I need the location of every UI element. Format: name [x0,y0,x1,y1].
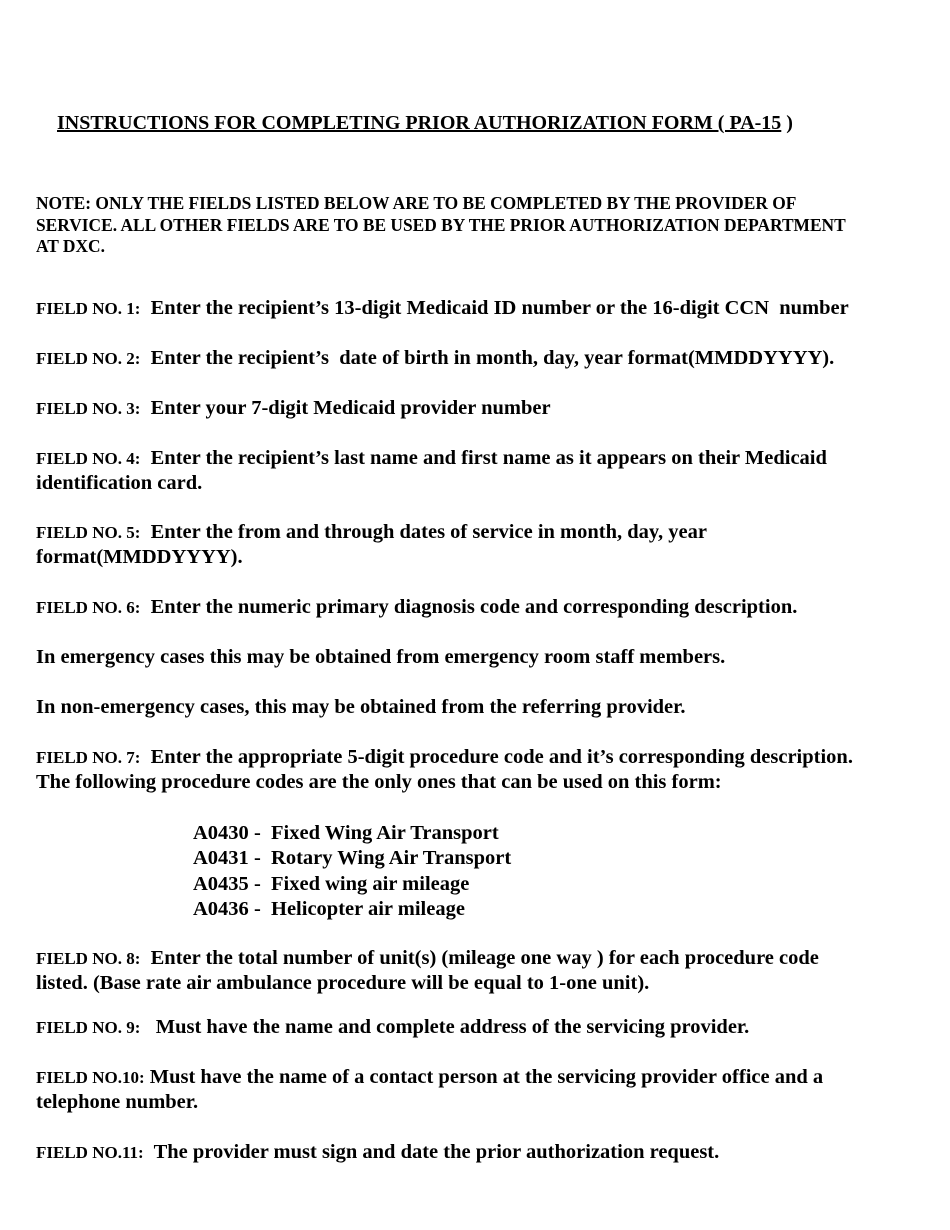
procedure-code-list [193,821,511,922]
procedure-code-item [193,821,511,846]
procedure-code: A0430 [193,822,249,844]
code-separator: - [248,897,272,920]
procedure-code: A0436 [193,897,249,920]
emergency-note: In emergency cases this may be obtained from emergency room staff members. [36,646,726,668]
field-label: FIELD NO. 4: [36,449,141,468]
procedure-code-item [193,872,511,897]
field-label: FIELD NO. 3: [36,399,141,418]
field-label: FIELD NO. 9: [36,1018,141,1037]
procedure-code-item [193,846,511,871]
field-1 [36,296,921,321]
field-text: Enter the appropriate 5-digit procedure code and it’s corresponding description. [140,746,853,768]
procedure-code: A0431 [193,847,249,870]
field-label: FIELD NO.11: [36,1143,144,1162]
note-line: SERVICE. ALL OTHER FIELDS ARE TO BE USED BY THE PRIOR AUTHORIZATION DEPARTMENT [36,214,846,235]
field-label: FIELD NO. 5: [36,523,141,542]
field-text: The provider must sign and date the prior authorization request. [143,1141,720,1163]
procedure-code: A0435 [193,872,249,895]
field-text: Enter the recipient’s 13-digit Medicaid ID number or the 16-digit CCN number [140,297,849,319]
field-label: FIELD NO. 2: [36,349,141,368]
field-10 [36,1065,921,1115]
field-text: Enter the recipient’s date of birth in month, day, year format(MMDDYYYY). [140,347,835,369]
field-text: Enter your 7-digit Medicaid provider number [140,397,551,419]
field-11 [36,1140,921,1165]
page-title-close: ) [781,112,793,134]
field-text: Enter the recipient’s last name and first name as it appears on their Medicaid [140,447,827,469]
page-title [57,112,793,135]
page-title-underlined: INSTRUCTIONS FOR COMPLETING PRIOR AUTHORIZATION FORM ( PA-15 [57,112,782,134]
field-text: Must have the name of a contact person at the servicing provider office and a [144,1066,824,1088]
procedure-code-item [193,897,511,922]
field-label: FIELD NO.10: [36,1068,145,1087]
code-separator: - [248,847,272,870]
field-text: Enter the from and through dates of service in month, day, year [140,521,707,543]
field-5 [36,520,921,570]
field-6 [36,595,921,620]
field-text-cont: identification card. [36,472,203,494]
note-line: NOTE: ONLY THE FIELDS LISTED BELOW ARE TO BE COMPLETED BY THE PROVIDER OF [36,193,797,213]
field-text-cont: listed. (Base rate air ambulance procedure will be equal to 1-one unit). [36,972,650,994]
field-label: FIELD NO. 1: [36,299,141,318]
note-line: AT DXC. [36,236,105,256]
field-text-cont: telephone number. [36,1091,199,1113]
code-separator: - [248,822,272,844]
field-8 [36,946,921,996]
field-label: FIELD NO. 7: [36,748,141,767]
procedure-desc: Fixed wing air mileage [271,872,470,895]
note-paragraph [36,193,921,258]
procedure-desc: Helicopter air mileage [271,897,465,920]
field-7 [36,745,921,795]
field-text-cont: The following procedure codes are the only ones that can be used on this form: [36,771,722,793]
field-text-cont: format(MMDDYYYY). [36,546,243,568]
code-separator: - [248,872,272,895]
field-label: FIELD NO. 8: [36,949,141,968]
field-2 [36,346,921,371]
field-text: Enter the numeric primary diagnosis code and corresponding description. [140,596,798,618]
field-text: Enter the total number of unit(s) (mileage one way ) for each procedure code [140,947,819,969]
non-emergency-note: In non-emergency cases, this may be obtained from the referring provider. [36,696,686,718]
procedure-desc: Rotary Wing Air Transport [271,847,512,870]
procedure-desc: Fixed Wing Air Transport [271,822,499,844]
field-label: FIELD NO. 6: [36,598,141,617]
field-9 [36,1015,921,1040]
field-4 [36,446,921,496]
field-text: Must have the name and complete address of the servicing provider. [140,1016,750,1038]
field-3 [36,396,921,421]
